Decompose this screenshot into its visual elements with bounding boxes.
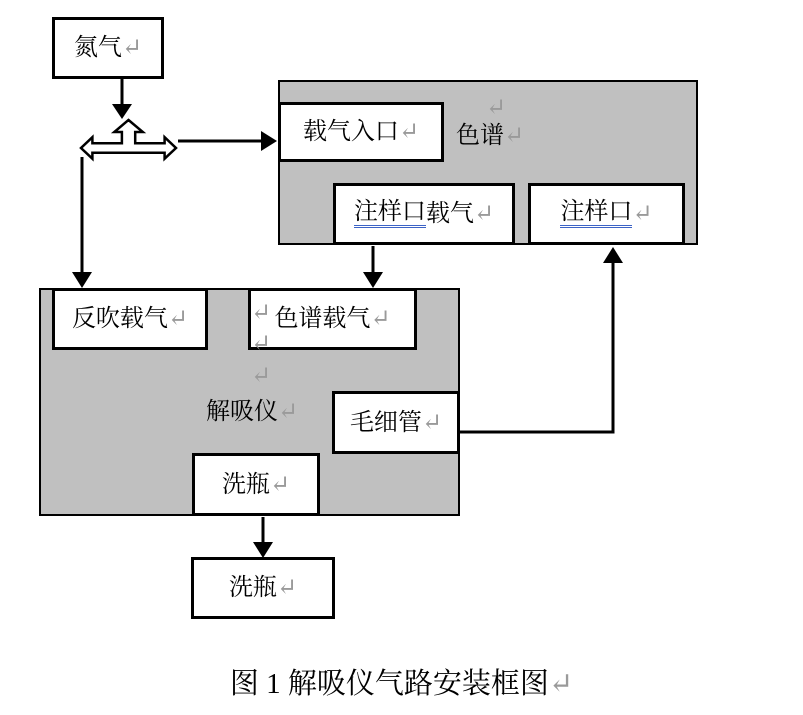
paragraph-mark-icon: ↵ xyxy=(276,575,298,601)
capillary-box xyxy=(332,391,460,454)
paragraph-mark-icon: ↵ xyxy=(548,668,574,700)
injection-port-carrier-gas-plain: 载气 xyxy=(425,201,474,227)
nitrogen-label: 氮气 xyxy=(73,35,122,61)
wash-bottle-outer-box xyxy=(191,557,335,619)
chromatograph-container-label xyxy=(456,122,524,151)
injection-port-box xyxy=(528,183,685,245)
figure-caption-text: 图 1 解吸仪气路安装框图 xyxy=(229,668,549,700)
carrier-gas-inlet-box xyxy=(278,102,444,162)
injection-port-carrier-gas-underlined: 注样口 xyxy=(354,200,426,228)
paragraph-mark-icon: ↵ xyxy=(167,306,189,332)
wash-bottle-outer-label: 洗瓶 xyxy=(228,575,277,601)
paragraph-mark-icon: ↵ xyxy=(473,201,495,227)
paragraph-mark-icon: ↵ xyxy=(251,363,272,389)
arrow-injcarrier-to-chromcarrier xyxy=(363,246,383,288)
arrow-splitter-to-backflush xyxy=(72,157,92,288)
paragraph-mark-icon: ↵ xyxy=(632,201,653,227)
capillary-label: 毛细管 xyxy=(349,409,422,436)
paragraph-mark-icon: ↵ xyxy=(121,35,143,61)
wash-bottle-inner-label: 洗瓶 xyxy=(221,471,270,498)
chromatograph-carrier-gas-label: 色谱载气 xyxy=(274,306,371,332)
figure-caption xyxy=(0,661,803,702)
carrier-gas-inlet-label: 载气入口 xyxy=(302,119,399,145)
three-way-arrow-shape xyxy=(81,120,176,159)
arrow-nitrogen-to-splitter xyxy=(112,79,132,119)
paragraph-mark-icon: ↵ xyxy=(421,409,443,436)
injection-port-underlined: 注样口 xyxy=(560,200,632,228)
desorber-label-text: 解吸仪 xyxy=(206,399,278,425)
desorber-container-label xyxy=(206,398,298,427)
chromatograph-label-text: 色谱 xyxy=(456,123,504,149)
paragraph-mark-icon: ↵ xyxy=(278,399,299,425)
wash-bottle-inner-box xyxy=(192,453,320,516)
paragraph-mark-icon: ↵ xyxy=(486,95,507,121)
paragraph-mark-icon: ↵ xyxy=(269,471,291,498)
arrow-washinner-to-washouter xyxy=(253,517,273,558)
arrow-splitter-to-carrier-inlet xyxy=(178,131,277,151)
nitrogen-box xyxy=(52,17,164,79)
backflush-carrier-gas-box xyxy=(52,288,208,350)
arrow-capillary-to-injection-port xyxy=(460,247,623,432)
paragraph-mark-icon: ↵ xyxy=(251,331,272,357)
paragraph-mark-icon: ↵ xyxy=(251,300,272,326)
paragraph-mark-icon: ↵ xyxy=(370,306,391,332)
backflush-carrier-gas-label: 反吹载气 xyxy=(71,306,168,332)
chromatograph-carrier-gas-box xyxy=(248,288,417,350)
paragraph-mark-icon: ↵ xyxy=(504,123,525,149)
paragraph-mark-icon: ↵ xyxy=(398,119,420,145)
injection-port-carrier-gas-box xyxy=(333,183,515,245)
